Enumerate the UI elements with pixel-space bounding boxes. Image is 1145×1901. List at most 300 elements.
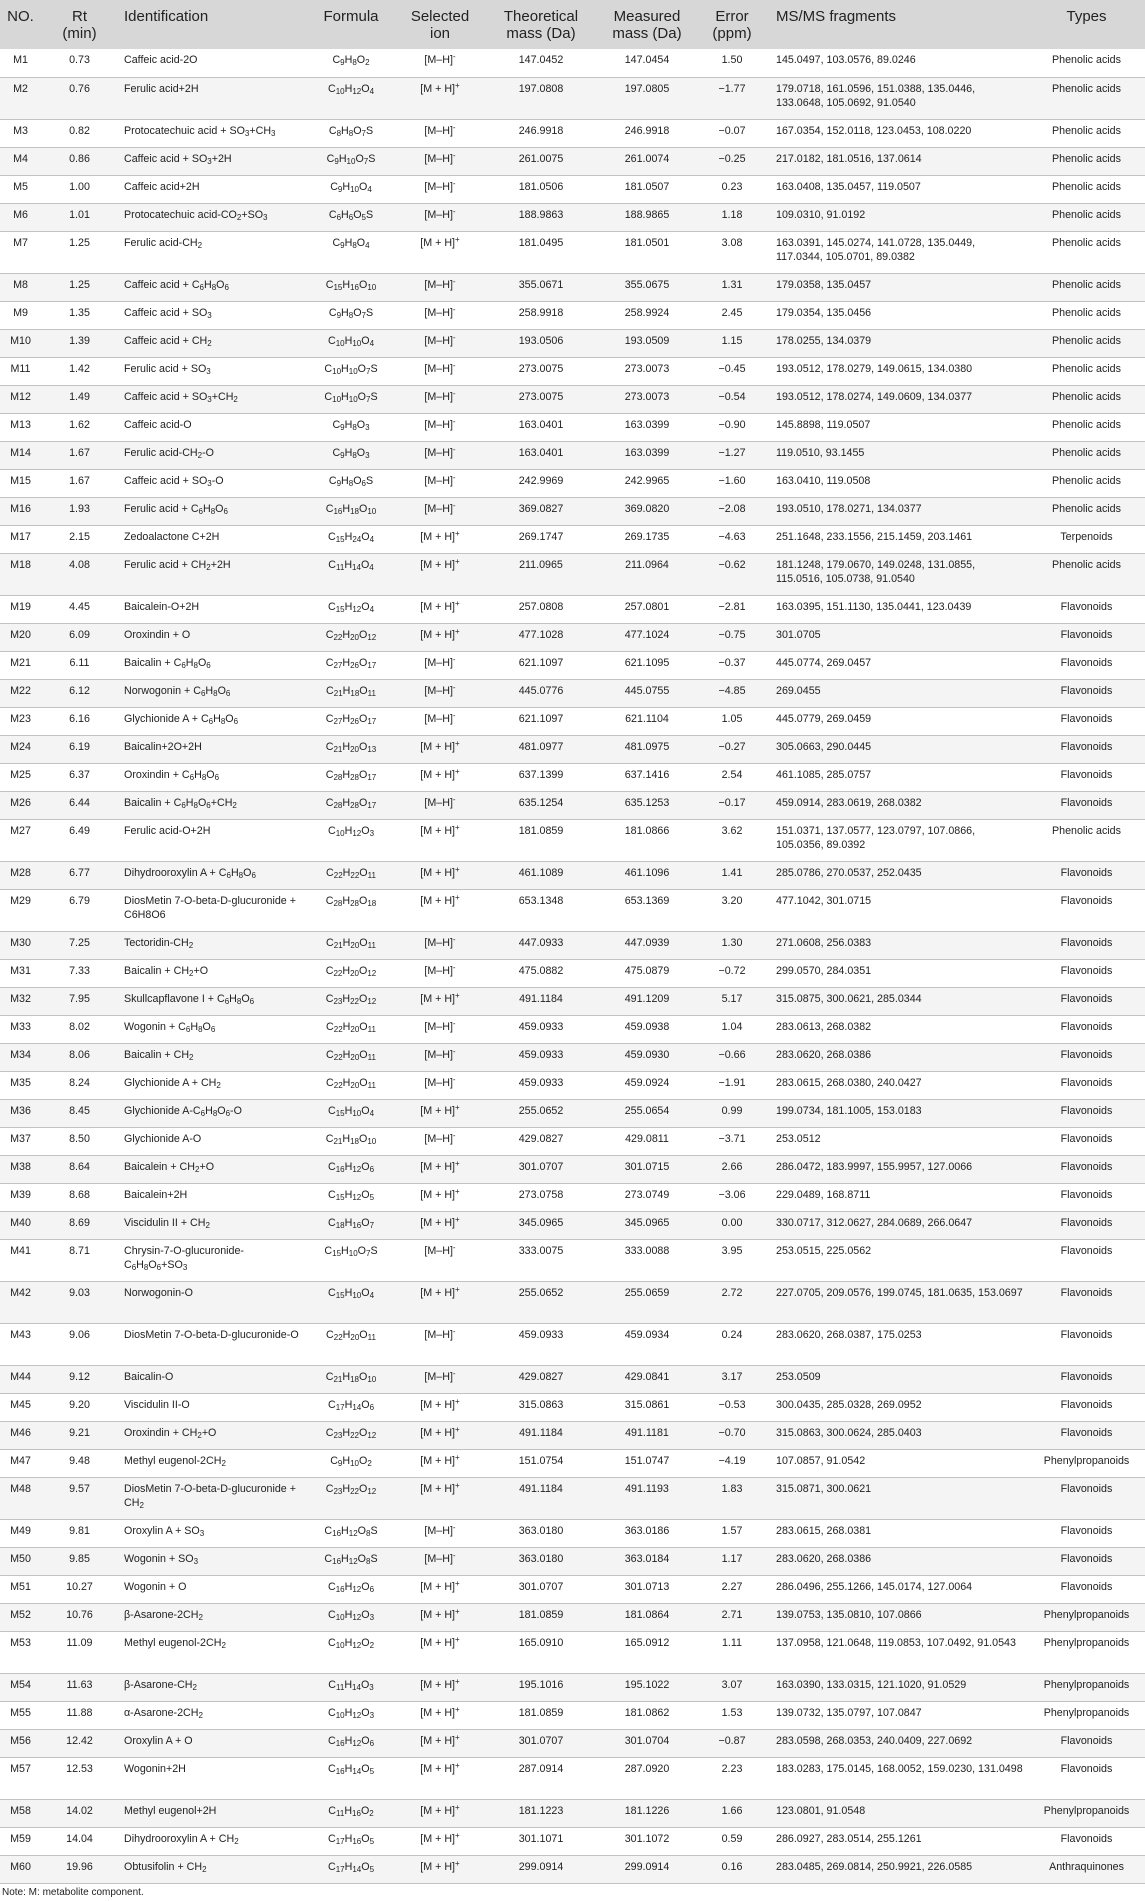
cell-identification: DiosMetin 7-O-beta-D-glucuronide-O [118,1323,304,1365]
cell-rt: 9.85 [41,1547,118,1575]
cell-rt: 7.25 [41,931,118,959]
col-header-selected-ion: Selected ion [398,0,482,49]
cell-selected-ion: [M–H]- [398,1127,482,1155]
table-row [0,1701,1145,1729]
cell-fragments: 283.0615, 268.0380, 240.0427 [770,1071,1028,1099]
col-header-measured-mass: Measured mass (Da) [600,0,694,49]
cell-rt: 1.49 [41,385,118,413]
cell-measured-mass: 459.0930 [600,1043,694,1071]
cell-formula: $C_{10}H_{12}O_3$ [304,819,398,861]
cell-error: −0.37 [694,651,770,679]
cell-identification: Glychionide A-O [118,1127,304,1155]
cell-types: Terpenoids [1028,525,1145,553]
cell-formula: $C_{22}H_{20}O_{11}$ [304,1071,398,1099]
cell-theoretical-mass: 333.0075 [482,1239,600,1281]
table-row [0,819,1145,861]
cell-fragments: 163.0390, 133.0315, 121.1020, 91.0529 [770,1673,1028,1701]
cell-error: 1.30 [694,931,770,959]
col-header-formula: Formula [304,0,398,49]
cell-selected-ion: [M–H]- [398,301,482,329]
cell-measured-mass: 363.0184 [600,1547,694,1575]
table-row [0,1323,1145,1365]
cell-theoretical-mass: 653.1348 [482,889,600,931]
cell-selected-ion: [M + H]+ [398,1155,482,1183]
cell-error: −0.66 [694,1043,770,1071]
cell-measured-mass: 273.0073 [600,357,694,385]
cell-types: Flavonoids [1028,1323,1145,1365]
cell-error: −4.85 [694,679,770,707]
cell-identification: Caffeic acid + $SO_3+CH_2$ [118,385,304,413]
cell-selected-ion: [M + H]+ [398,1393,482,1421]
cell-measured-mass: 301.1072 [600,1827,694,1855]
cell-error: 1.83 [694,1477,770,1519]
cell-error: −1.27 [694,441,770,469]
table-row [0,791,1145,819]
table-row [0,651,1145,679]
cell-measured-mass: 635.1253 [600,791,694,819]
col-header-no: NO. [0,0,41,49]
cell-theoretical-mass: 242.9969 [482,469,600,497]
cell-measured-mass: 255.0659 [600,1281,694,1323]
cell-formula: $C_9H_8O_3$ [304,441,398,469]
cell-no: M9 [0,301,41,329]
cell-rt: 4.08 [41,553,118,595]
cell-selected-ion: [M–H]- [398,1365,482,1393]
cell-theoretical-mass: 445.0776 [482,679,600,707]
cell-formula: $C_{22}H_{20}O_{11}$ [304,1043,398,1071]
table-row [0,273,1145,301]
cell-rt: 6.19 [41,735,118,763]
cell-selected-ion: [M + H]+ [398,1673,482,1701]
table-row [0,175,1145,203]
table-row [0,1155,1145,1183]
cell-identification: Ferulic acid + $C_6H_8O_6$ [118,497,304,525]
cell-formula: $C_{16}H_{12}O_6$ [304,1729,398,1757]
cell-no: M18 [0,553,41,595]
cell-selected-ion: [M + H]+ [398,1099,482,1127]
cell-measured-mass: 211.0964 [600,553,694,595]
cell-formula: $C_9H_8O_3$ [304,413,398,441]
cell-theoretical-mass: 459.0933 [482,1071,600,1099]
cell-types: Flavonoids [1028,679,1145,707]
cell-formula: $C_{15}H_{12}O_5$ [304,1183,398,1211]
cell-no: M11 [0,357,41,385]
cell-theoretical-mass: 181.0506 [482,175,600,203]
table-row [0,497,1145,525]
cell-fragments: 151.0371, 137.0577, 123.0797, 107.0866, 105.0356, 89.0392 [770,819,1028,861]
cell-identification: Baicalin + $CH_2$ [118,1043,304,1071]
cell-types: Phenolic acids [1028,441,1145,469]
cell-selected-ion: [M + H]+ [398,77,482,119]
cell-identification: Glychionide $A-C_6H_8O_6-O$ [118,1099,304,1127]
cell-types: Flavonoids [1028,1183,1145,1211]
cell-measured-mass: 445.0755 [600,679,694,707]
cell-error: 1.50 [694,49,770,77]
cell-rt: 6.44 [41,791,118,819]
cell-identification: Caffeic acid + $CH_2$ [118,329,304,357]
cell-fragments: 199.0734, 181.1005, 153.0183 [770,1099,1028,1127]
cell-rt: 1.01 [41,203,118,231]
table-row [0,1799,1145,1827]
cell-error: 1.31 [694,273,770,301]
cell-types: Phenolic acids [1028,49,1145,77]
cell-theoretical-mass: 163.0401 [482,441,600,469]
cell-selected-ion: [M + H]+ [398,1421,482,1449]
cell-identification: Baicalein-O+2H [118,595,304,623]
cell-measured-mass: 165.0912 [600,1631,694,1673]
table-row [0,77,1145,119]
cell-no: M4 [0,147,41,175]
header-row [0,0,1145,49]
cell-rt: 19.96 [41,1855,118,1883]
cell-theoretical-mass: 181.1223 [482,1799,600,1827]
cell-measured-mass: 429.0811 [600,1127,694,1155]
cell-rt: 8.50 [41,1127,118,1155]
table-row [0,1127,1145,1155]
cell-types: Flavonoids [1028,623,1145,651]
cell-identification: Methyl eugenol-$2CH_2$ [118,1631,304,1673]
cell-error: 2.71 [694,1603,770,1631]
table-row [0,1099,1145,1127]
cell-theoretical-mass: 491.1184 [482,987,600,1015]
cell-types: Phenolic acids [1028,273,1145,301]
cell-fragments: 179.0354, 135.0456 [770,301,1028,329]
cell-error: 1.18 [694,203,770,231]
cell-rt: 0.73 [41,49,118,77]
cell-rt: 12.42 [41,1729,118,1757]
cell-fragments: 301.0705 [770,623,1028,651]
cell-formula: $C_{16}H_{14}O_5$ [304,1757,398,1799]
cell-theoretical-mass: 459.0933 [482,1323,600,1365]
cell-measured-mass: 363.0186 [600,1519,694,1547]
cell-formula: $C_{27}H_{26}O_{17}$ [304,651,398,679]
cell-rt: 9.21 [41,1421,118,1449]
cell-no: M44 [0,1365,41,1393]
cell-fragments: 283.0620, 268.0386 [770,1547,1028,1575]
cell-types: Flavonoids [1028,1015,1145,1043]
cell-selected-ion: [M + H]+ [398,553,482,595]
cell-fragments: 193.0512, 178.0279, 149.0615, 134.0380 [770,357,1028,385]
cell-rt: 1.93 [41,497,118,525]
cell-no: M23 [0,707,41,735]
col-header-identification: Identification [118,0,304,49]
cell-fragments: 253.0509 [770,1365,1028,1393]
cell-no: M42 [0,1281,41,1323]
cell-identification: Wogonin + $SO_3$ [118,1547,304,1575]
cell-types: Phenylpropanoids [1028,1673,1145,1701]
cell-theoretical-mass: 261.0075 [482,147,600,175]
cell-fragments: 283.0620, 268.0386 [770,1043,1028,1071]
cell-identification: Dihydrooroxylin $A + CH_2$ [118,1827,304,1855]
cell-types: Flavonoids [1028,1827,1145,1855]
cell-fragments: 253.0515, 225.0562 [770,1239,1028,1281]
cell-selected-ion: [M–H]- [398,357,482,385]
cell-selected-ion: [M–H]- [398,119,482,147]
cell-theoretical-mass: 301.1071 [482,1827,600,1855]
cell-selected-ion: [M + H]+ [398,889,482,931]
table-row [0,1211,1145,1239]
cell-error: −3.71 [694,1127,770,1155]
table-body [0,49,1145,1883]
cell-rt: 8.64 [41,1155,118,1183]
cell-error: 3.08 [694,231,770,273]
cell-selected-ion: [M + H]+ [398,595,482,623]
cell-selected-ion: [M + H]+ [398,1183,482,1211]
cell-fragments: 283.0620, 268.0387, 175.0253 [770,1323,1028,1365]
table-row [0,147,1145,175]
cell-no: M35 [0,1071,41,1099]
cell-theoretical-mass: 258.9918 [482,301,600,329]
cell-error: 0.23 [694,175,770,203]
table-row [0,861,1145,889]
cell-identification: Ferulic acid-O+2H [118,819,304,861]
cell-selected-ion: [M–H]- [398,1071,482,1099]
cell-theoretical-mass: 429.0827 [482,1127,600,1155]
cell-theoretical-mass: 635.1254 [482,791,600,819]
cell-fragments: 283.0613, 268.0382 [770,1015,1028,1043]
table-row [0,357,1145,385]
cell-error: −1.91 [694,1071,770,1099]
cell-theoretical-mass: 163.0401 [482,413,600,441]
table-row [0,49,1145,77]
cell-formula: $C_{28}H_{28}O_{18}$ [304,889,398,931]
cell-rt: 7.33 [41,959,118,987]
cell-identification: Glychionide $A + C_6H_8O_6$ [118,707,304,735]
cell-selected-ion: [M + H]+ [398,735,482,763]
cell-theoretical-mass: 255.0652 [482,1099,600,1127]
cell-no: M19 [0,595,41,623]
cell-identification: Oroxindin + O [118,623,304,651]
cell-selected-ion: [M–H]- [398,791,482,819]
cell-selected-ion: [M–H]- [398,679,482,707]
cell-formula: $C_{28}H_{28}O_{17}$ [304,791,398,819]
table-row [0,1421,1145,1449]
cell-identification: Oroxylin $A + SO_3$ [118,1519,304,1547]
cell-no: M32 [0,987,41,1015]
cell-types: Flavonoids [1028,1239,1145,1281]
cell-rt: 6.12 [41,679,118,707]
cell-measured-mass: 345.0965 [600,1211,694,1239]
cell-rt: 6.37 [41,763,118,791]
table-row [0,1449,1145,1477]
cell-selected-ion: [M–H]- [398,707,482,735]
cell-theoretical-mass: 197.0808 [482,77,600,119]
table-header [0,0,1145,49]
cell-identification: Oroxindin + $CH_2+O$ [118,1421,304,1449]
table-row [0,889,1145,931]
cell-theoretical-mass: 491.1184 [482,1477,600,1519]
cell-error: 2.23 [694,1757,770,1799]
cell-selected-ion: [M–H]- [398,1015,482,1043]
cell-error: 5.17 [694,987,770,1015]
cell-types: Phenolic acids [1028,77,1145,119]
cell-rt: 1.42 [41,357,118,385]
cell-rt: 8.71 [41,1239,118,1281]
cell-selected-ion: [M–H]- [398,1043,482,1071]
cell-error: −3.06 [694,1183,770,1211]
cell-measured-mass: 333.0088 [600,1239,694,1281]
cell-no: M60 [0,1855,41,1883]
cell-selected-ion: [M–H]- [398,175,482,203]
cell-rt: 9.20 [41,1393,118,1421]
cell-error: −0.07 [694,119,770,147]
cell-rt: 9.03 [41,1281,118,1323]
cell-fragments: 269.0455 [770,679,1028,707]
table-row [0,1673,1145,1701]
table-note: Note: M: metabolite component. [2,1887,144,1898]
cell-types: Flavonoids [1028,1393,1145,1421]
cell-rt: 1.25 [41,231,118,273]
cell-no: M54 [0,1673,41,1701]
cell-no: M8 [0,273,41,301]
cell-rt: 12.53 [41,1757,118,1799]
cell-identification: Caffeic acid + $C_6H_8O_6$ [118,273,304,301]
cell-measured-mass: 299.0914 [600,1855,694,1883]
cell-error: 1.66 [694,1799,770,1827]
cell-selected-ion: [M–H]- [398,441,482,469]
cell-measured-mass: 163.0399 [600,441,694,469]
cell-identification: Ferulic acid-$CH_2$ [118,231,304,273]
cell-types: Phenolic acids [1028,231,1145,273]
cell-formula: $C_9H_{10}O_2$ [304,1449,398,1477]
cell-error: 1.05 [694,707,770,735]
cell-rt: 1.39 [41,329,118,357]
cell-theoretical-mass: 369.0827 [482,497,600,525]
cell-error: −0.54 [694,385,770,413]
cell-no: M38 [0,1155,41,1183]
cell-selected-ion: [M + H]+ [398,1449,482,1477]
cell-rt: 0.82 [41,119,118,147]
cell-fragments: 181.1248, 179.0670, 149.0248, 131.0855, 115.0516, 105.0738, 91.0540 [770,553,1028,595]
cell-identification: $\beta-Asarone-CH_2$ [118,1673,304,1701]
cell-error: −4.19 [694,1449,770,1477]
cell-selected-ion: [M + H]+ [398,1575,482,1603]
cell-error: 2.54 [694,763,770,791]
cell-identification: Oroxindin + $C_6H_8O_6$ [118,763,304,791]
cell-error: 2.45 [694,301,770,329]
cell-measured-mass: 459.0924 [600,1071,694,1099]
cell-fragments: 229.0489, 168.8711 [770,1183,1028,1211]
cell-rt: 9.57 [41,1477,118,1519]
cell-measured-mass: 301.0715 [600,1155,694,1183]
cell-no: M46 [0,1421,41,1449]
cell-fragments: 123.0801, 91.0548 [770,1799,1028,1827]
cell-measured-mass: 273.0749 [600,1183,694,1211]
cell-selected-ion: [M + H]+ [398,763,482,791]
cell-theoretical-mass: 188.9863 [482,203,600,231]
cell-no: M20 [0,623,41,651]
cell-selected-ion: [M + H]+ [398,1701,482,1729]
cell-formula: $C_9H_8O_6S$ [304,469,398,497]
cell-measured-mass: 193.0509 [600,329,694,357]
cell-rt: 6.11 [41,651,118,679]
cell-theoretical-mass: 181.0495 [482,231,600,273]
cell-no: M12 [0,385,41,413]
cell-theoretical-mass: 491.1184 [482,1421,600,1449]
cell-selected-ion: [M–H]- [398,1239,482,1281]
cell-identification: Viscidulin II-O [118,1393,304,1421]
cell-rt: 2.15 [41,525,118,553]
cell-error: 3.20 [694,889,770,931]
cell-theoretical-mass: 301.0707 [482,1575,600,1603]
cell-theoretical-mass: 255.0652 [482,1281,600,1323]
cell-no: M50 [0,1547,41,1575]
cell-formula: $C_{11}H_{14}O_3$ [304,1673,398,1701]
cell-types: Phenolic acids [1028,175,1145,203]
cell-measured-mass: 181.0501 [600,231,694,273]
cell-fragments: 315.0863, 300.0624, 285.0403 [770,1421,1028,1449]
cell-measured-mass: 181.0864 [600,1603,694,1631]
table-row [0,1519,1145,1547]
cell-types: Phenolic acids [1028,413,1145,441]
cell-identification: Caffeic acid + $SO_3$ [118,301,304,329]
cell-rt: 0.76 [41,77,118,119]
cell-selected-ion: [M + H]+ [398,623,482,651]
cell-types: Anthraquinones [1028,1855,1145,1883]
cell-error: −1.60 [694,469,770,497]
cell-fragments: 283.0615, 268.0381 [770,1519,1028,1547]
cell-no: M34 [0,1043,41,1071]
cell-no: M2 [0,77,41,119]
cell-types: Phenolic acids [1028,203,1145,231]
cell-identification: Baicalin + $C_6H_8O_6+CH_2$ [118,791,304,819]
cell-identification: Baicalein+2H [118,1183,304,1211]
table-row [0,931,1145,959]
cell-identification: Obtusifolin + $CH_2$ [118,1855,304,1883]
cell-identification: Viscidulin II + $CH_2$ [118,1211,304,1239]
cell-selected-ion: [M + H]+ [398,819,482,861]
cell-rt: 1.62 [41,413,118,441]
cell-formula: $C_{21}H_{18}O_{10}$ [304,1365,398,1393]
table-row [0,385,1145,413]
cell-formula: $C_{21}H_{18}O_{11}$ [304,679,398,707]
cell-error: 0.99 [694,1099,770,1127]
cell-no: M49 [0,1519,41,1547]
cell-theoretical-mass: 345.0965 [482,1211,600,1239]
cell-types: Phenolic acids [1028,497,1145,525]
cell-no: M56 [0,1729,41,1757]
cell-selected-ion: [M + H]+ [398,1211,482,1239]
cell-rt: 8.06 [41,1043,118,1071]
cell-identification: Methyl eugenol-$2CH_2$ [118,1449,304,1477]
cell-no: M55 [0,1701,41,1729]
cell-fragments: 163.0395, 151.1130, 135.0441, 123.0439 [770,595,1028,623]
cell-fragments: 183.0283, 175.0145, 168.0052, 159.0230, 131.0498 [770,1757,1028,1799]
cell-fragments: 299.0570, 284.0351 [770,959,1028,987]
cell-selected-ion: [M + H]+ [398,1477,482,1519]
cell-rt: 6.77 [41,861,118,889]
cell-identification: DiosMetin 7-O-beta-D-glucuronide + C6H8O6 [118,889,304,931]
cell-identification: Baicalin + $CH_2+O$ [118,959,304,987]
cell-fragments: 315.0871, 300.0621 [770,1477,1028,1519]
cell-measured-mass: 147.0454 [600,49,694,77]
cell-fragments: 193.0510, 178.0271, 134.0377 [770,497,1028,525]
cell-types: Phenylpropanoids [1028,1799,1145,1827]
cell-theoretical-mass: 429.0827 [482,1365,600,1393]
cell-measured-mass: 653.1369 [600,889,694,931]
cell-identification: Caffeic acid-2O [118,49,304,77]
cell-identification: Baicalin + $C_6H_8O_6$ [118,651,304,679]
cell-types: Flavonoids [1028,1127,1145,1155]
cell-identification: Ferulic acid + $CH_2+2H$ [118,553,304,595]
cell-error: 0.24 [694,1323,770,1365]
cell-error: −0.72 [694,959,770,987]
cell-types: Flavonoids [1028,1043,1145,1071]
cell-selected-ion: [M + H]+ [398,1603,482,1631]
cell-no: M52 [0,1603,41,1631]
cell-identification: Caffeic acid-O [118,413,304,441]
cell-measured-mass: 477.1024 [600,623,694,651]
